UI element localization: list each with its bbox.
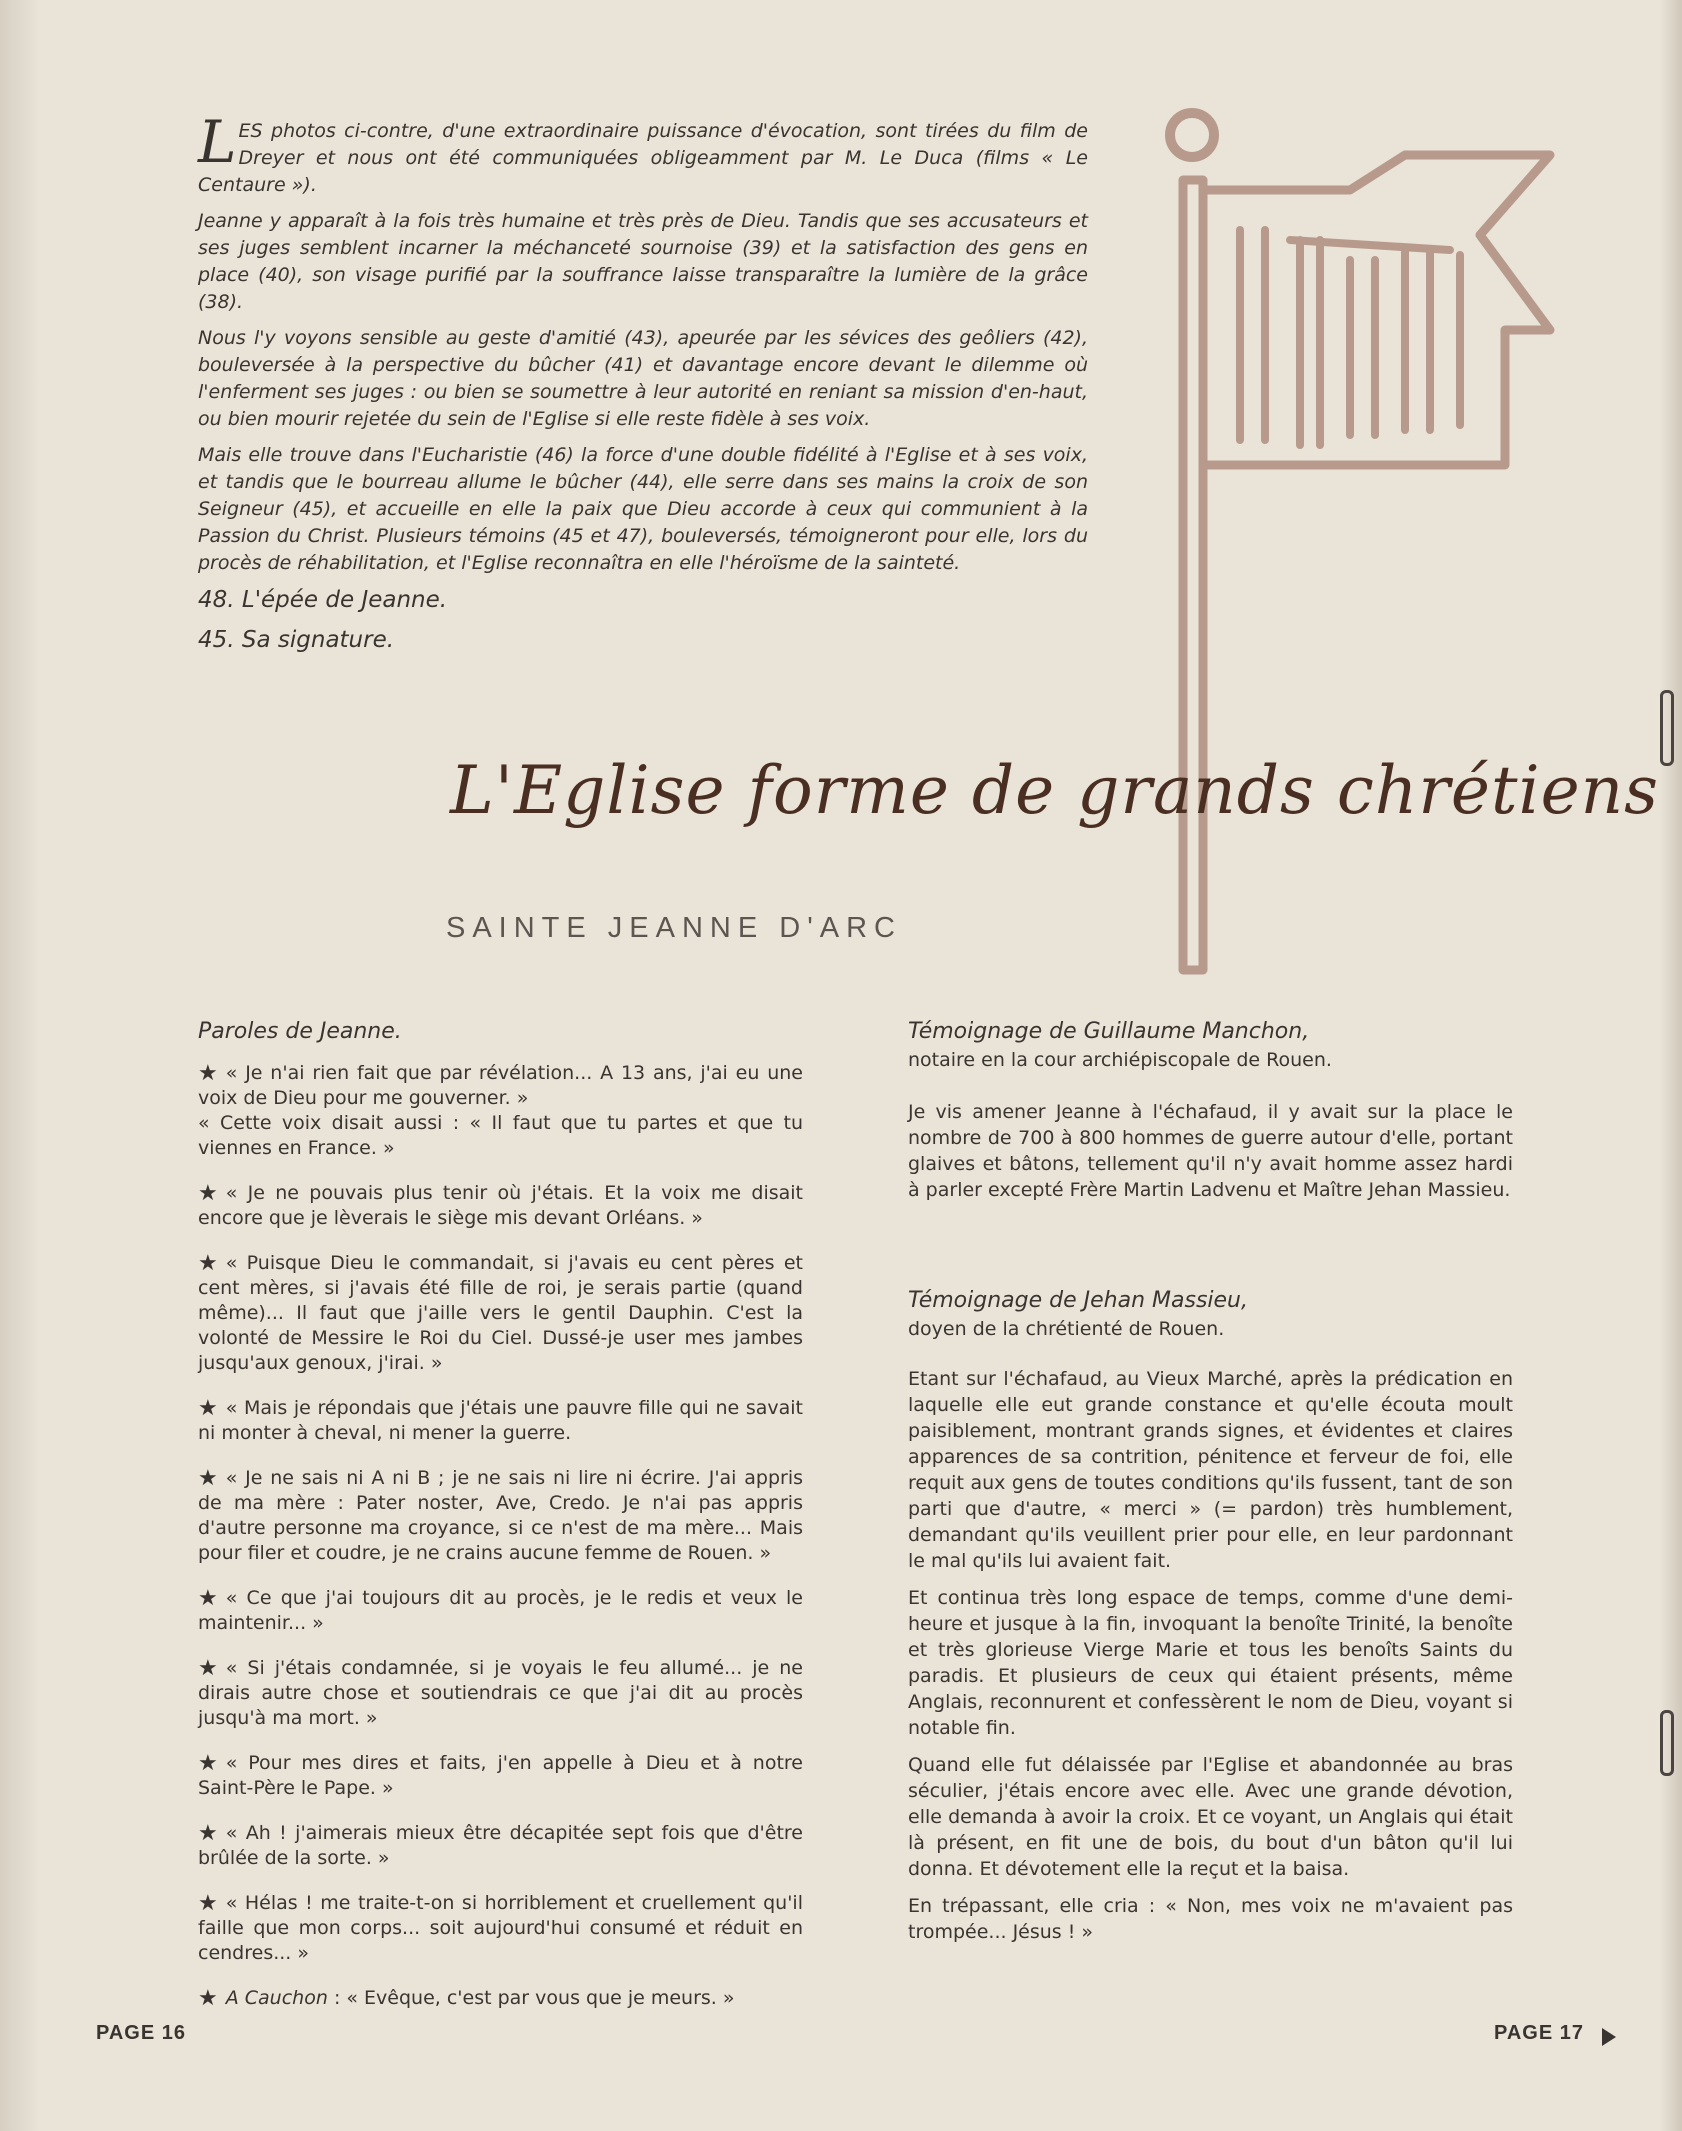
quote-item <box>198 1986 803 2011</box>
page-number-left: PAGE 16 <box>96 2022 186 2044</box>
testimony-paragraph: Je vis amener Jeanne à l'échafaud, il y avait sur la place le nombre de 700 à 800 hommes de guerre autour d'elle, portant glaives et bâtons, tellement qu'il n'y avait homme assez hardi à parler excepté Frère Martin Ladvenu et Maître Jehan Massieu. <box>908 1101 1513 1201</box>
quote-text: « Ce que j'ai toujours dit au procès, je le redis et veux le maintenir... » <box>198 1587 803 1634</box>
section-heading: Témoignage de Jehan Massieu, <box>908 1288 1248 1313</box>
quote-item <box>198 1251 803 1376</box>
quote-text: « Pour mes dires et faits, j'en appelle à Dieu et à notre Saint-Père le Pape. » <box>198 1752 803 1799</box>
section-subheading: doyen de la chrétienté de Rouen. <box>908 1318 1225 1340</box>
star-bullet-icon: ★ <box>198 1586 218 1611</box>
quote-item <box>198 1751 803 1801</box>
quote-text: « Mais je répondais que j'étais une pauvre fille qui ne savait ni monter à cheval, ni mener la guerre. <box>198 1397 803 1444</box>
page-edge-shadow-right <box>1660 0 1682 2131</box>
jeanne-words-column <box>198 1017 803 2031</box>
testimony-paragraph: Quand elle fut délaissée par l'Eglise et abandonnée au bras séculier, j'étais encore avec elle. Avec une grande dévotion, elle demanda à avoir la croix. Et ce voyant, un Anglais qui était là présent, en fit une de bois, du bout d'un bâton qu'il lui donna. Et dévotement elle la reçut et la baisa. <box>908 1754 1513 1880</box>
page-edge-shadow <box>0 0 40 2131</box>
testimonies-column <box>908 1017 1513 1956</box>
quote-text: « Je n'ai rien fait que par révélation... A 13 ans, j'ai eu une voix de Dieu pour me gouverner. » <box>198 1062 803 1109</box>
intro-p1: ES photos ci-contre, d'une extraordinaire puissance d'évocation, sont tirées du film de Dreyer et nous ont été communiquées obligeamment par M. Le Duca (films « Le Centaure »). <box>198 120 1088 196</box>
quote-text: « Hélas ! me traite-t-on si horriblement et cruellement qu'il faille que mon corps... soit aujourd'hui consumé et réduit en cendres... » <box>198 1892 803 1964</box>
intro-text <box>198 108 1088 586</box>
intro-paragraph: Nous l'y voyons sensible au geste d'amitié (43), apeurée par les sévices des geôliers (42), bouleversée à la perspective du bûcher (41) et davantage encore devant le dilemme où l'enferment ses juges : ou bien se soumettre à leur autorité en reniant sa mission d'en-haut, ou bien mourir rejetée du sein de l'Eglise si elle reste fidèle à ses voix. <box>198 327 1088 430</box>
quote-text: « Ah ! j'aimerais mieux être décapitée sept fois que d'être brûlée de la sorte. » <box>198 1822 803 1869</box>
caption: 48. L'épée de Jeanne. <box>198 587 448 613</box>
caption: 45. Sa signature. <box>198 627 395 653</box>
next-page-arrow-icon[interactable] <box>1602 2028 1616 2046</box>
intro-paragraph: Jeanne y apparaît à la fois très humaine et très près de Dieu. Tandis que ses accusateurs et ses juges semblent incarner la méchanceté sournoise (39) et la satisfaction des gens en place (40), son visage purifié par la souffrance laisse transparaître la lumière de la grâce (38). <box>198 210 1088 313</box>
intro-paragraph: Mais elle trouve dans l'Eucharistie (46) la force d'une double fidélité à l'Eglise et à ses voix, et tandis que le bourreau allume le bûcher (44), elle serre dans ses mains la croix de son Seigneur (45), et accueille en elle la paix que Dieu accorde à ceux qui communient à la Passion du Christ. Plusieurs témoins (45 et 47), bouleversés, témoigneront pour elle, lors du procès de réhabilitation, et l'Eglise reconnaîtra en elle l'héroïsme de la sainteté. <box>198 444 1088 574</box>
section-heading: Paroles de Jeanne. <box>198 1019 402 1044</box>
quote-item <box>198 1891 803 1966</box>
quote-item <box>198 1181 803 1231</box>
drop-cap: L <box>198 108 237 176</box>
star-bullet-icon: ★ <box>198 1751 218 1776</box>
staple-icon <box>1660 690 1674 766</box>
quote-item <box>198 1586 803 1636</box>
testimony-paragraph: Etant sur l'échafaud, au Vieux Marché, après la prédication en laquelle elle eut grande constance et qu'elle écouta moult paisiblement, montrant grands signes, et évidentes et claires apparences de sa contrition, pénitence et ferveur de foi, elle requit aux gens de toutes conditions qu'ils fussent, tant de son parti que d'autre, « merci » (= pardon) très humblement, demandant qu'ils veuillent prier pour elle, en leur pardonnant le mal qu'ils lui avaient fait. <box>908 1368 1513 1572</box>
quote-prefix: A Cauchon <box>225 1987 328 2009</box>
quote-item <box>198 1466 803 1566</box>
star-bullet-icon: ★ <box>198 1986 218 2011</box>
quote-item <box>198 1061 803 1161</box>
star-bullet-icon: ★ <box>198 1466 218 1491</box>
page-title: L'Eglise forme de grands chrétiens <box>450 752 1660 829</box>
quote-item <box>198 1396 803 1446</box>
quote-text: « Puisque Dieu le commandait, si j'avais eu cent pères et cent mères, si j'avais été fille de roi, je serais partie (quand même)... Il faut que j'aille vers le gentil Dauphin. C'est la volonté de Messire le Roi du Ciel. Dussé-je user mes jambes jusqu'aux genoux, j'irai. » <box>198 1252 803 1374</box>
testimony-paragraph: Et continua très long espace de temps, comme d'une demi-heure et jusque à la fin, invoquant la benoîte Trinité, la benoîte et très glorieuse Vierge Marie et tous les benoîts Saints du paradis. Et plusieurs de ceux qui étaient présents, même Anglais, reconnurent et confessèrent le nom de Dieu, voyant si notable fin. <box>908 1587 1513 1739</box>
star-bullet-icon: ★ <box>198 1821 218 1846</box>
quote-text: : « Evêque, c'est par vous que je meurs. » <box>333 1987 735 2009</box>
testimony-paragraph: En trépassant, elle cria : « Non, mes voix ne m'avaient pas trompée... Jésus ! » <box>908 1895 1513 1943</box>
star-bullet-icon: ★ <box>198 1891 218 1916</box>
spacer <box>908 1214 1513 1286</box>
photo-captions <box>198 580 447 660</box>
section-heading: Témoignage de Guillaume Manchon, <box>908 1019 1310 1044</box>
staple-icon <box>1660 1710 1674 1776</box>
quote-text: « Je ne pouvais plus tenir où j'étais. Et la voix me disait encore que je lèverais le siège mis devant Orléans. » <box>198 1182 803 1229</box>
page-number-right: PAGE 17 <box>1494 2022 1584 2044</box>
star-bullet-icon: ★ <box>198 1061 218 1086</box>
quote-item <box>198 1821 803 1871</box>
section-subheading: notaire en la cour archiépiscopale de Rouen. <box>908 1049 1332 1071</box>
star-bullet-icon: ★ <box>198 1251 218 1276</box>
page-subtitle: SAINTE JEANNE D'ARC <box>446 912 902 944</box>
intro-paragraph <box>198 108 1088 199</box>
quote-text: « Si j'étais condamnée, si je voyais le feu allumé... je ne dirais autre chose et soutiendrais ce que j'ai dit au procès jusqu'à ma mort. » <box>198 1657 803 1729</box>
quote-text: « Je ne sais ni A ni B ; je ne sais ni lire ni écrire. J'ai appris de ma mère : Pater noster, Ave, Credo. Je n'ai pas appris d'autre personne ma croyance, si ce n'est de ma mère... Mais pour filer et coudre, je ne crains aucune femme de Rouen. » <box>198 1467 803 1564</box>
quote-text: « Cette voix disait aussi : « Il faut que tu partes et que tu viennes en France. » <box>198 1112 803 1159</box>
quote-item <box>198 1656 803 1731</box>
flag-jhm-icon <box>1150 100 1570 980</box>
star-bullet-icon: ★ <box>198 1656 218 1681</box>
star-bullet-icon: ★ <box>198 1181 218 1206</box>
star-bullet-icon: ★ <box>198 1396 218 1421</box>
